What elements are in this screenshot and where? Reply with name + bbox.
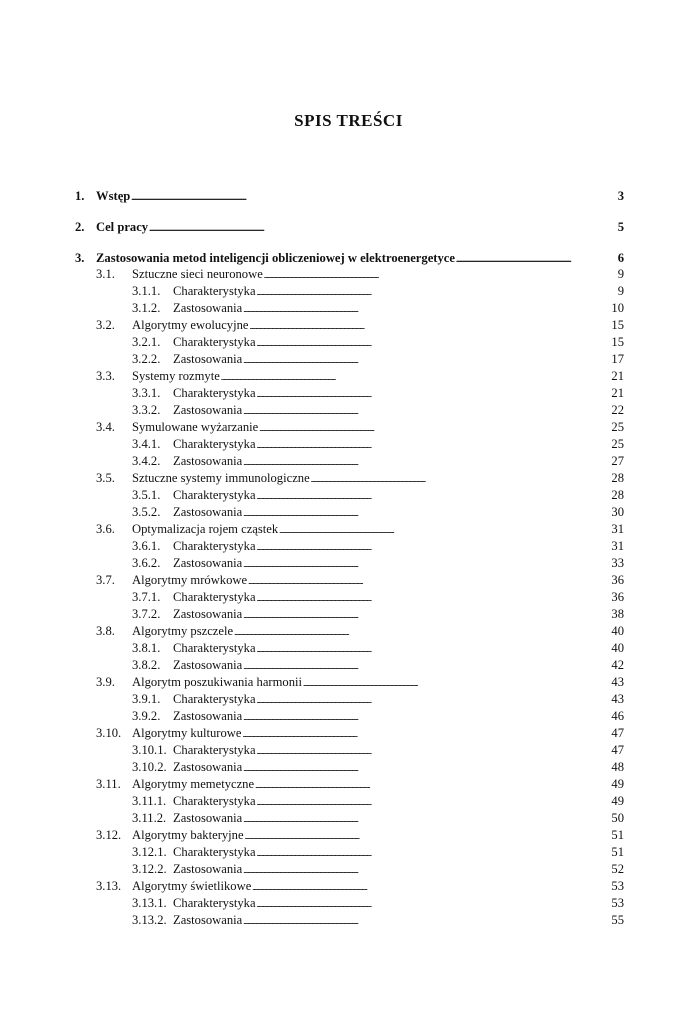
- dot-leader: [221, 368, 609, 386]
- toc-entry-page-number: 21: [611, 369, 624, 383]
- toc-entry-title: Optymalizacja rojem cząstek: [132, 522, 279, 536]
- toc-entry-title: Zastosowania: [173, 505, 243, 519]
- toc-entry-number: 3.2.2.: [132, 352, 161, 366]
- toc-entry-line: [173, 844, 624, 862]
- dot-leader: [243, 912, 609, 930]
- toc-entry-title: Zastosowania: [173, 403, 243, 417]
- toc-entry[interactable]: [0, 521, 697, 538]
- toc-entry-number: 3.10.: [96, 726, 122, 740]
- toc-entry-page-number: 9: [617, 284, 624, 298]
- toc-entry-line: [173, 657, 624, 675]
- toc-entry[interactable]: [0, 250, 697, 267]
- toc-entry-page-number: 51: [611, 845, 624, 859]
- toc-entry-line: [173, 351, 624, 369]
- toc-entry-number: 3.5.: [96, 471, 115, 485]
- toc-entry-line: [173, 538, 624, 556]
- toc-entry-number: 2.: [75, 220, 85, 234]
- toc-entry-page-number: 5: [617, 220, 624, 234]
- toc-entry-line: [132, 470, 624, 488]
- toc-entry-line: [173, 504, 624, 522]
- toc-entry-line: [173, 555, 624, 573]
- toc-entry[interactable]: [0, 572, 697, 589]
- toc-entry[interactable]: [0, 402, 697, 419]
- toc-entry-line: [132, 623, 624, 641]
- toc-entry-page-number: 40: [611, 641, 624, 655]
- toc-entry[interactable]: [0, 759, 697, 776]
- dot-leader: [243, 453, 609, 471]
- toc-entry-page-number: 30: [611, 505, 624, 519]
- toc-entry-title: Wstęp: [96, 189, 131, 203]
- dot-leader: [257, 793, 609, 811]
- toc-entry-line: [173, 283, 624, 301]
- toc-entry-line: [173, 606, 624, 624]
- toc-entry-number: 3.13.1.: [132, 896, 167, 910]
- dot-leader: [257, 844, 609, 862]
- toc-entry[interactable]: [0, 436, 697, 453]
- toc-entry-page-number: 22: [611, 403, 624, 417]
- dot-leader: [243, 504, 609, 522]
- toc-entry-title: Charakterystyka: [173, 794, 256, 808]
- dot-leader: [243, 861, 609, 879]
- toc-entry-number: 3.3.1.: [132, 386, 161, 400]
- toc-entry[interactable]: [0, 861, 697, 878]
- toc-entry-page-number: 38: [611, 607, 624, 621]
- toc-entry-title: Charakterystyka: [173, 284, 256, 298]
- toc-entry[interactable]: [0, 912, 697, 929]
- toc-entry-number: 3.10.2.: [132, 760, 167, 774]
- dot-leader: [257, 589, 609, 607]
- toc-entry[interactable]: [0, 776, 697, 793]
- toc-entry-number: 3.12.: [96, 828, 122, 842]
- toc-entry-page-number: 42: [611, 658, 624, 672]
- toc-entry-number: 3.8.: [96, 624, 115, 638]
- toc-entry-line: [132, 317, 624, 335]
- dot-leader: [257, 691, 609, 709]
- dot-leader: [245, 827, 609, 845]
- dot-leader: [303, 674, 609, 692]
- toc-entry-line: [173, 453, 624, 471]
- toc-entry-number: 3.1.1.: [132, 284, 161, 298]
- toc-entry-title: Charakterystyka: [173, 845, 256, 859]
- toc-entry[interactable]: [0, 827, 697, 844]
- toc-entry-line: [96, 188, 624, 206]
- toc-entry[interactable]: [0, 589, 697, 606]
- toc-entry-page-number: 50: [611, 811, 624, 825]
- toc-entry-number: 3.4.: [96, 420, 115, 434]
- toc-entry-number: 3.6.: [96, 522, 115, 536]
- toc-entry-number: 3.10.1.: [132, 743, 167, 757]
- toc-entry-page-number: 31: [611, 522, 624, 536]
- toc-entry-page-number: 53: [611, 879, 624, 893]
- dot-leader: [257, 385, 609, 403]
- toc-entry-title: Zastosowania: [173, 556, 243, 570]
- toc-entry-number: 3.12.2.: [132, 862, 167, 876]
- toc-entry-line: [132, 572, 624, 590]
- toc-entry-line: [173, 742, 624, 760]
- toc-entry-page-number: 28: [611, 488, 624, 502]
- toc-entry-number: 3.2.: [96, 318, 115, 332]
- toc-entry-number: 3.1.2.: [132, 301, 161, 315]
- dot-leader: [243, 402, 609, 420]
- dot-leader: [243, 351, 609, 369]
- toc-entry[interactable]: [0, 188, 697, 205]
- toc-entry-number: 3.7.2.: [132, 607, 161, 621]
- toc-entry[interactable]: [0, 351, 697, 368]
- toc-entry-number: 3.4.1.: [132, 437, 161, 451]
- toc-entry-number: 3.13.2.: [132, 913, 167, 927]
- dot-leader: [243, 606, 609, 624]
- toc-entry[interactable]: [0, 334, 697, 351]
- toc-entry-page-number: 36: [611, 590, 624, 604]
- toc-entry-title: Algorytmy ewolucyjne: [132, 318, 249, 332]
- dot-leader: [257, 334, 609, 352]
- dot-leader: [248, 572, 609, 590]
- toc-entry[interactable]: [0, 878, 697, 895]
- toc-entry-title: Charakterystyka: [173, 692, 256, 706]
- toc-entry-title: Algorytm poszukiwania harmonii: [132, 675, 302, 689]
- toc-entry-title: Charakterystyka: [173, 590, 256, 604]
- toc-entry-line: [173, 402, 624, 420]
- toc-entry-line: [132, 878, 624, 896]
- dot-leader: [249, 317, 609, 335]
- toc-entry-line: [173, 912, 624, 930]
- toc-entry-page-number: 28: [611, 471, 624, 485]
- toc-entry-page-number: 25: [611, 437, 624, 451]
- toc-entry-page-number: 47: [611, 743, 624, 757]
- dot-leader: [259, 419, 609, 437]
- toc-entry-page-number: 53: [611, 896, 624, 910]
- dot-leader: [257, 742, 609, 760]
- toc-entry-title: Algorytmy kulturowe: [132, 726, 242, 740]
- toc-entry-number: 3.7.1.: [132, 590, 161, 604]
- toc-entry-line: [173, 895, 624, 913]
- toc-entry-line: [173, 691, 624, 709]
- toc-entry-page-number: 31: [611, 539, 624, 553]
- toc-entry-title: Zastosowania: [173, 913, 243, 927]
- toc-entry[interactable]: [0, 219, 697, 236]
- dot-leader: [243, 759, 609, 777]
- toc-entry[interactable]: [0, 606, 697, 623]
- toc-entry-page-number: 52: [611, 862, 624, 876]
- toc-entry-page-number: 27: [611, 454, 624, 468]
- toc-entry-page-number: 15: [611, 318, 624, 332]
- toc-entry[interactable]: [0, 487, 697, 504]
- toc-entry-title: Sztuczne sieci neuronowe: [132, 267, 263, 281]
- toc-entry-number: 3.5.2.: [132, 505, 161, 519]
- toc-entry-title: Zastosowania: [173, 760, 243, 774]
- toc-entry[interactable]: [0, 283, 697, 300]
- dot-leader: [252, 878, 609, 896]
- dot-leader: [131, 188, 609, 206]
- toc-entry[interactable]: [0, 453, 697, 470]
- toc-entry-line: [132, 725, 624, 743]
- dot-leader: [243, 657, 609, 675]
- toc-entry-page-number: 40: [611, 624, 624, 638]
- toc-entry-page-number: 49: [611, 794, 624, 808]
- toc-entry-title: Algorytmy pszczele: [132, 624, 234, 638]
- toc-entry-title: Zastosowania: [173, 352, 243, 366]
- dot-leader: [257, 895, 609, 913]
- toc-entry[interactable]: [0, 844, 697, 861]
- toc-entry[interactable]: [0, 725, 697, 742]
- toc-entry[interactable]: [0, 266, 697, 283]
- dot-leader: [234, 623, 609, 641]
- toc-entry-page-number: 25: [611, 420, 624, 434]
- toc-entry-title: Zastosowania: [173, 658, 243, 672]
- toc-entry-title: Zastosowania: [173, 811, 243, 825]
- toc-entry-number: 3.: [75, 251, 85, 265]
- dot-leader: [242, 725, 609, 743]
- toc-entry[interactable]: [0, 742, 697, 759]
- dot-leader: [243, 810, 609, 828]
- toc-entry-page-number: 17: [611, 352, 624, 366]
- toc-entry-line: [132, 368, 624, 386]
- toc-entry-number: 3.7.: [96, 573, 115, 587]
- toc-entry-page-number: 15: [611, 335, 624, 349]
- toc-entry-page-number: 36: [611, 573, 624, 587]
- toc-entry[interactable]: [0, 674, 697, 691]
- toc-entry-number: 3.6.2.: [132, 556, 161, 570]
- toc-entry-title: Systemy rozmyte: [132, 369, 220, 383]
- toc-entry-page-number: 6: [617, 251, 624, 265]
- toc-entry[interactable]: [0, 691, 697, 708]
- dot-leader: [255, 776, 609, 794]
- toc-entry-page-number: 10: [611, 301, 624, 315]
- toc-entry-line: [173, 300, 624, 318]
- toc-entry[interactable]: [0, 708, 697, 725]
- toc-entry-title: Sztuczne systemy immunologiczne: [132, 471, 310, 485]
- toc-entry-line: [173, 640, 624, 658]
- toc-entry[interactable]: [0, 538, 697, 555]
- dot-leader: [257, 283, 609, 301]
- toc-entry-page-number: 3: [617, 189, 624, 203]
- toc-entry-number: 3.9.: [96, 675, 115, 689]
- toc-entry-line: [96, 219, 624, 237]
- dot-leader: [243, 300, 609, 318]
- dot-leader: [243, 555, 609, 573]
- toc-entry-line: [173, 708, 624, 726]
- toc-entry-page-number: 46: [611, 709, 624, 723]
- toc-entry-page-number: 49: [611, 777, 624, 791]
- toc-entry-line: [132, 776, 624, 794]
- toc-entry-number: 3.1.: [96, 267, 115, 281]
- toc-entry-title: Zastosowania: [173, 862, 243, 876]
- toc-entry-page-number: 43: [611, 692, 624, 706]
- toc-entry-page-number: 9: [617, 267, 624, 281]
- toc-entry-line: [132, 827, 624, 845]
- toc-entry-page-number: 43: [611, 675, 624, 689]
- dot-leader: [257, 487, 609, 505]
- toc-entry-number: 1.: [75, 189, 85, 203]
- toc-entry[interactable]: [0, 470, 697, 487]
- toc-entry-number: 3.8.2.: [132, 658, 161, 672]
- toc-entry-number: 3.3.2.: [132, 403, 161, 417]
- toc-entry-line: [173, 861, 624, 879]
- toc-entry-page-number: 33: [611, 556, 624, 570]
- toc-entry-title: Charakterystyka: [173, 539, 256, 553]
- toc-entry-title: Charakterystyka: [173, 437, 256, 451]
- toc-entry-number: 3.4.2.: [132, 454, 161, 468]
- toc-entry[interactable]: [0, 810, 697, 827]
- toc-entry-title: Charakterystyka: [173, 641, 256, 655]
- dot-leader: [279, 521, 609, 539]
- toc-entry-title: Algorytmy memetyczne: [132, 777, 255, 791]
- toc-entry-number: 3.11.: [96, 777, 121, 791]
- toc-entry-number: 3.12.1.: [132, 845, 167, 859]
- toc-entry-title: Zastosowania: [173, 709, 243, 723]
- toc-entry-number: 3.9.2.: [132, 709, 161, 723]
- toc-entry-title: Charakterystyka: [173, 335, 256, 349]
- toc-entry[interactable]: [0, 368, 697, 385]
- toc-entry-page-number: 47: [611, 726, 624, 740]
- dot-leader: [257, 436, 609, 454]
- toc-entry[interactable]: [0, 504, 697, 521]
- toc-entry-line: [173, 589, 624, 607]
- toc-entry[interactable]: [0, 623, 697, 640]
- toc-entry-title: Cel pracy: [96, 220, 149, 234]
- toc-entry[interactable]: [0, 895, 697, 912]
- toc-entry-line: [173, 759, 624, 777]
- toc-entry-line: [132, 674, 624, 692]
- dot-leader: [264, 266, 609, 284]
- toc-entry-title: Charakterystyka: [173, 743, 256, 757]
- toc-entry-page-number: 48: [611, 760, 624, 774]
- toc-entry-number: 3.6.1.: [132, 539, 161, 553]
- toc-entry[interactable]: [0, 317, 697, 334]
- toc-entry[interactable]: [0, 640, 697, 657]
- toc-entry-page-number: 51: [611, 828, 624, 842]
- toc-entry-line: [173, 793, 624, 811]
- toc-entry-number: 3.11.2.: [132, 811, 167, 825]
- toc-entry-title: Zastosowania metod inteligencji obliczeniowej w elektroenergetyce: [96, 251, 455, 265]
- toc-entry-page-number: 55: [611, 913, 624, 927]
- toc-entry-title: Zastosowania: [173, 301, 243, 315]
- toc-entry-title: Algorytmy mrówkowe: [132, 573, 248, 587]
- toc-entry-title: Algorytmy świetlikowe: [132, 879, 252, 893]
- toc-entry[interactable]: [0, 300, 697, 317]
- dot-leader: [149, 219, 609, 237]
- toc-entry-title: Charakterystyka: [173, 896, 256, 910]
- toc-entry[interactable]: [0, 555, 697, 572]
- toc-entry[interactable]: [0, 419, 697, 436]
- dot-leader: [257, 538, 609, 556]
- toc-entry-line: [173, 487, 624, 505]
- toc-entry[interactable]: [0, 657, 697, 674]
- toc-entry-number: 3.8.1.: [132, 641, 161, 655]
- toc-entry-number: 3.9.1.: [132, 692, 161, 706]
- toc-entry-number: 3.2.1.: [132, 335, 161, 349]
- dot-leader: [243, 708, 609, 726]
- toc-entry-number: 3.3.: [96, 369, 115, 383]
- dot-leader: [257, 640, 609, 658]
- page-title: SPIS TREŚCI: [294, 111, 403, 130]
- toc-entry-number: 3.11.1.: [132, 794, 167, 808]
- toc-entry[interactable]: [0, 793, 697, 810]
- toc-entry-line: [132, 521, 624, 539]
- toc-entry-line: [173, 385, 624, 403]
- toc-entry[interactable]: [0, 385, 697, 402]
- toc-entry-page-number: 21: [611, 386, 624, 400]
- toc-entry-line: [173, 436, 624, 454]
- toc-entry-line: [173, 810, 624, 828]
- toc-entry-title: Charakterystyka: [173, 386, 256, 400]
- toc-entry-number: 3.13.: [96, 879, 122, 893]
- dot-leader: [311, 470, 609, 488]
- toc-entry-title: Zastosowania: [173, 454, 243, 468]
- toc-entry-number: 3.5.1.: [132, 488, 161, 502]
- toc-entry-title: Zastosowania: [173, 607, 243, 621]
- toc-entry-title: Charakterystyka: [173, 488, 256, 502]
- toc-entry-line: [173, 334, 624, 352]
- toc-entry-title: Algorytmy bakteryjne: [132, 828, 244, 842]
- toc-entry-line: [132, 266, 624, 284]
- toc-entry-line: [132, 419, 624, 437]
- toc-entry-title: Symulowane wyżarzanie: [132, 420, 259, 434]
